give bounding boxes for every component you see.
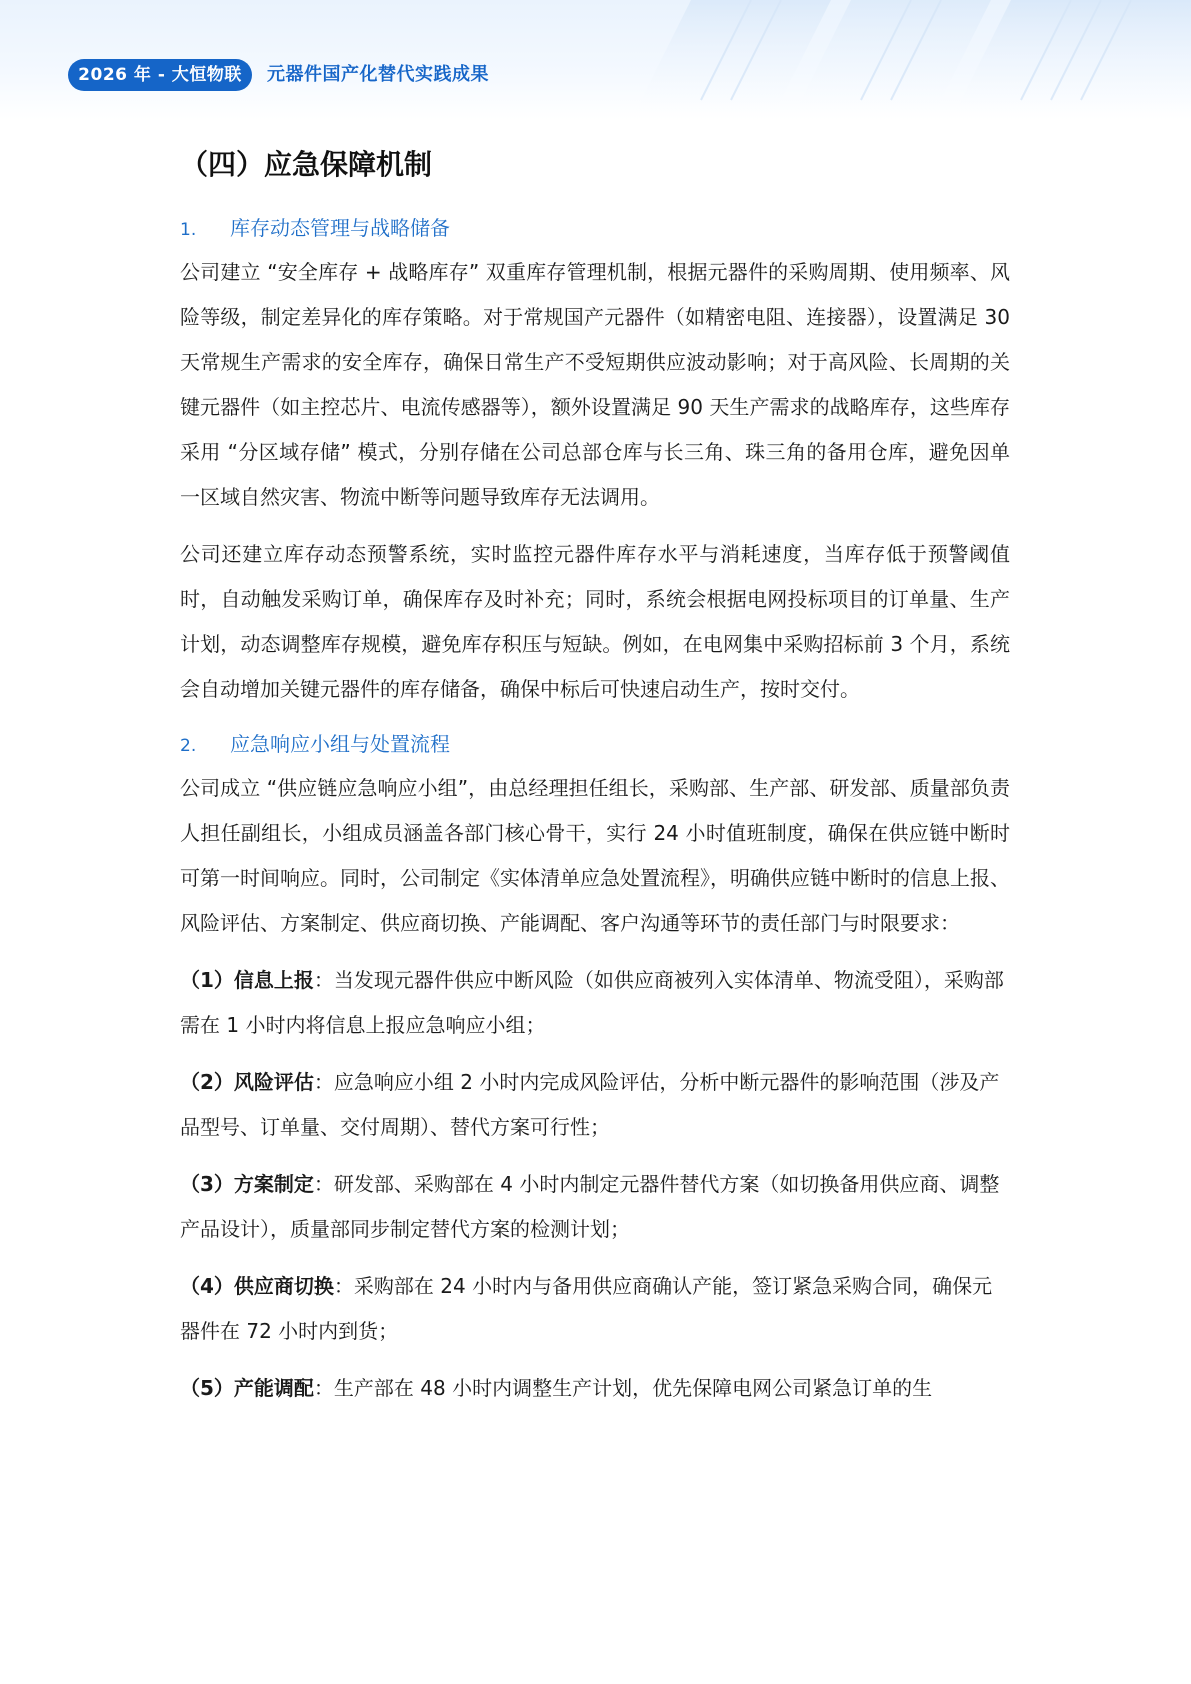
- list-item-text: ：应急响应小组 2 小时内完成风险评估，分析中断元器件的影响范围（涉及产品型号、订单量、交付周期）、替代方案可行性；: [180, 1070, 1000, 1139]
- main-content: [180, 140, 1010, 1423]
- subsection-heading-1: [180, 208, 1010, 248]
- list-item-text: ：当发现元器件供应中断风险（如供应商被列入实体清单、物流受阻），采购部需在 1 小时内将信息上报应急响应小组；: [180, 968, 1004, 1037]
- list-item: [180, 1060, 1010, 1150]
- paragraph: 公司还建立库存动态预警系统，实时监控元器件库存水平与消耗速度，当库存低于预警阈值时，自动触发采购订单，确保库存及时补充；同时，系统会根据电网投标项目的订单量、生产计划，动态调整库存规模，避免库存积压与短缺。例如，在电网集中采购招标前 3 个月，系统会自动增加关键元器件的库存储备，确保中标后可快速启动生产，按时交付。: [180, 542, 1010, 701]
- list-item: [180, 958, 1010, 1048]
- list-item-label: （1）信息上报: [180, 968, 314, 992]
- header-decoration: [631, 0, 1191, 120]
- subsection-title: 应急响应小组与处置流程: [230, 732, 450, 756]
- list-item: [180, 1366, 1010, 1411]
- list-item: [180, 1162, 1010, 1252]
- list-item-label: （2）风险评估: [180, 1070, 314, 1094]
- list-item-label: （5）产能调配: [180, 1376, 314, 1400]
- subsection-number: 1.: [180, 220, 197, 240]
- header-year-badge: 2026 年 - 大恒物联: [68, 59, 252, 91]
- paragraph: 公司建立 “安全库存 + 战略库存” 双重库存管理机制，根据元器件的采购周期、使用频率、风险等级，制定差异化的库存策略。对于常规国产元器件（如精密电阻、连接器），设置满足 30 天常规生产需求的安全库存，确保日常生产不受短期供应波动影响；对于高风险、长周期的关键元器件（如主控芯片、电流传感器等），额外设置满足 90 天生产需求的战略库存，这些库存采用 “分区域存储” 模式，分别存储在公司总部仓库与长三角、珠三角的备用仓库，避免因单一区域自然灾害、物流中断等问题导致库存无法调用。: [180, 260, 1010, 509]
- list-item-label: （4）供应商切换: [180, 1274, 334, 1298]
- subsection-heading-2: [180, 724, 1010, 764]
- list-item-text: ：研发部、采购部在 4 小时内制定元器件替代方案（如切换备用供应商、调整产品设计），质量部同步制定替代方案的检测计划；: [180, 1172, 1000, 1241]
- section-title: （四）应急保障机制: [180, 148, 433, 181]
- header-title: 元器件国产化替代实践成果: [267, 64, 489, 85]
- list-item-text: ：采购部在 24 小时内与备用供应商确认产能，签订紧急采购合同，确保元器件在 72 小时内到货；: [180, 1274, 993, 1343]
- list-item-label: （3）方案制定: [180, 1172, 314, 1196]
- subsection-title: 库存动态管理与战略储备: [230, 216, 450, 240]
- subsection-number: 2.: [180, 736, 197, 756]
- list-item: [180, 1264, 1010, 1354]
- paragraph: 公司成立 “供应链应急响应小组”，由总经理担任组长，采购部、生产部、研发部、质量部负责人担任副组长，小组成员涵盖各部门核心骨干，实行 24 小时值班制度，确保在供应链中断时可第一时间响应。同时，公司制定《实体清单应急处置流程》，明确供应链中断时的信息上报、风险评估、方案制定、供应商切换、产能调配、客户沟通等环节的责任部门与时限要求：: [180, 776, 1010, 935]
- list-item-text: ：生产部在 48 小时内调整生产计划，优先保障电网公司紧急订单的生: [313, 1376, 933, 1400]
